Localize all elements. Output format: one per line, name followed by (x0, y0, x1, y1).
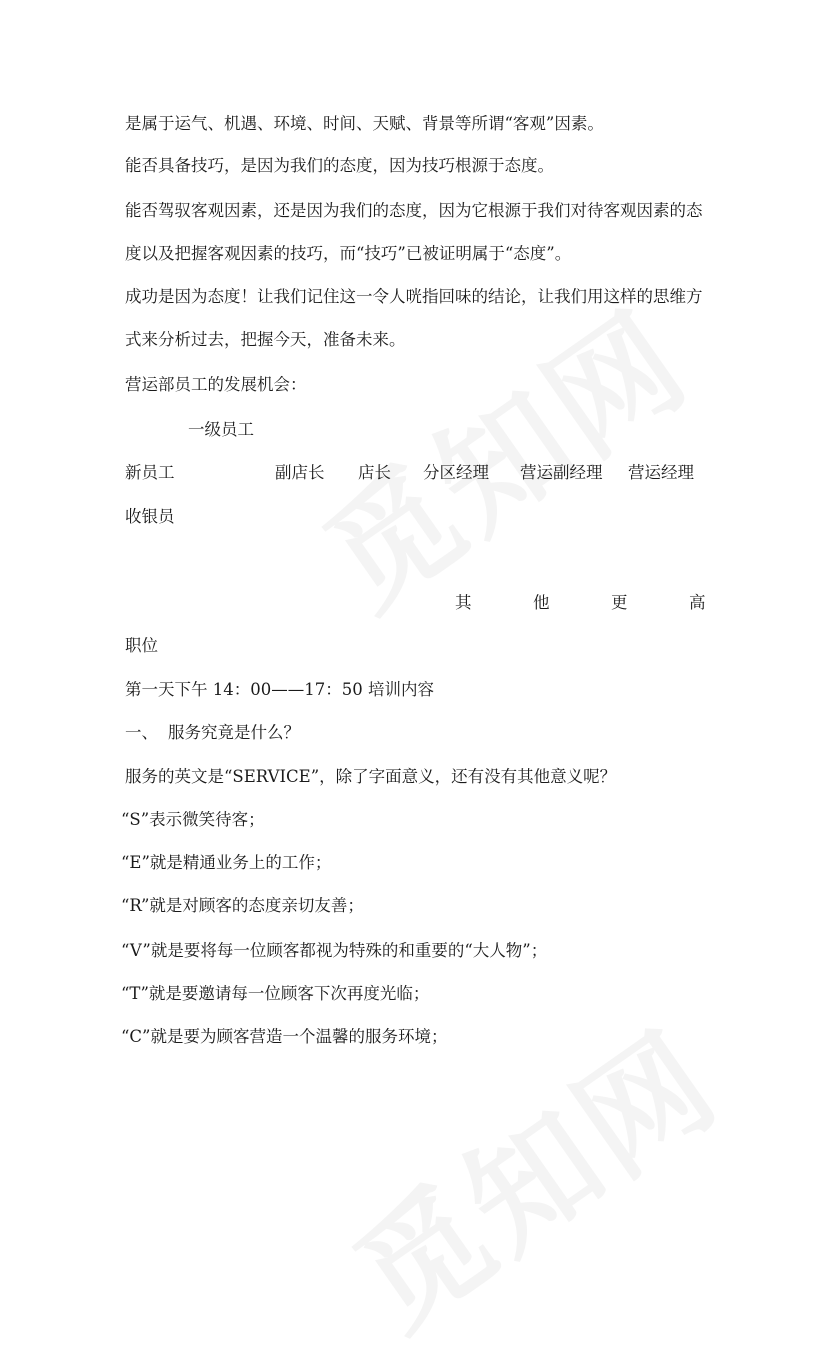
service-item: “E”就是精通业务上的工作； (121, 853, 332, 872)
career-new-staff: 新员工 (125, 463, 175, 482)
service-item: “T”就是要邀请每一位顾客下次再度光临； (121, 984, 430, 1003)
career-district-manager: 分区经理 (423, 463, 489, 482)
career-cashier: 收银员 (125, 507, 175, 526)
paragraph-text: 式来分析过去，把握今天，准备未来。 (125, 330, 406, 349)
training-session: 第一天下午 14：00——17：50 培训内容 (125, 680, 434, 699)
heading-text: 服务究竟是什么？ (168, 723, 300, 742)
career-vice-manager: 副店长 (275, 463, 325, 482)
heading-number: 一、 (125, 723, 158, 742)
career-ops-manager: 营运经理 (628, 463, 694, 482)
paragraph-text: 成功是因为态度！让我们记住这一令人咣指回味的结论，让我们用这样的思维方 (125, 287, 703, 306)
career-higher-char: 他 (533, 593, 550, 612)
paragraph-text: 是属于运气、机遇、环境、时间、天赋、背景等所谓“客观”因素。 (125, 114, 604, 133)
career-higher-char: 更 (611, 593, 628, 612)
section-label: 营运部员工的发展机会： (125, 375, 307, 394)
career-ops-vice-manager: 营运副经理 (520, 463, 603, 482)
paragraph-text: 能否驾驭客观因素，还是因为我们的态度，因为它根源于我们对待客观因素的态 (125, 201, 703, 220)
watermark (284, 261, 719, 642)
career-manager: 店长 (358, 463, 391, 482)
service-item: “C”就是要为顾客营造一个温馨的服务环境； (121, 1027, 448, 1046)
career-position: 职位 (125, 636, 158, 655)
paragraph-text: 能否具备技巧，是因为我们的态度，因为技巧根源于态度。 (125, 156, 554, 175)
career-level1: 一级员工 (188, 420, 254, 439)
service-intro: 服务的英文是“SERVICE”，除了字面意义，还有没有其他意义呢？ (125, 767, 617, 786)
service-item: “R”就是对顾客的态度亲切友善； (121, 896, 364, 915)
paragraph-text: 度以及把握客观因素的技巧，而“技巧”已被证明属于“态度”。 (125, 244, 572, 263)
service-item: “S”表示微笑待客； (121, 810, 265, 829)
service-item: “V”就是要将每一位顾客都视为特殊的和重要的“大人物”； (121, 941, 548, 960)
career-higher-char: 其 (455, 593, 472, 612)
career-higher-char: 高 (689, 593, 706, 612)
